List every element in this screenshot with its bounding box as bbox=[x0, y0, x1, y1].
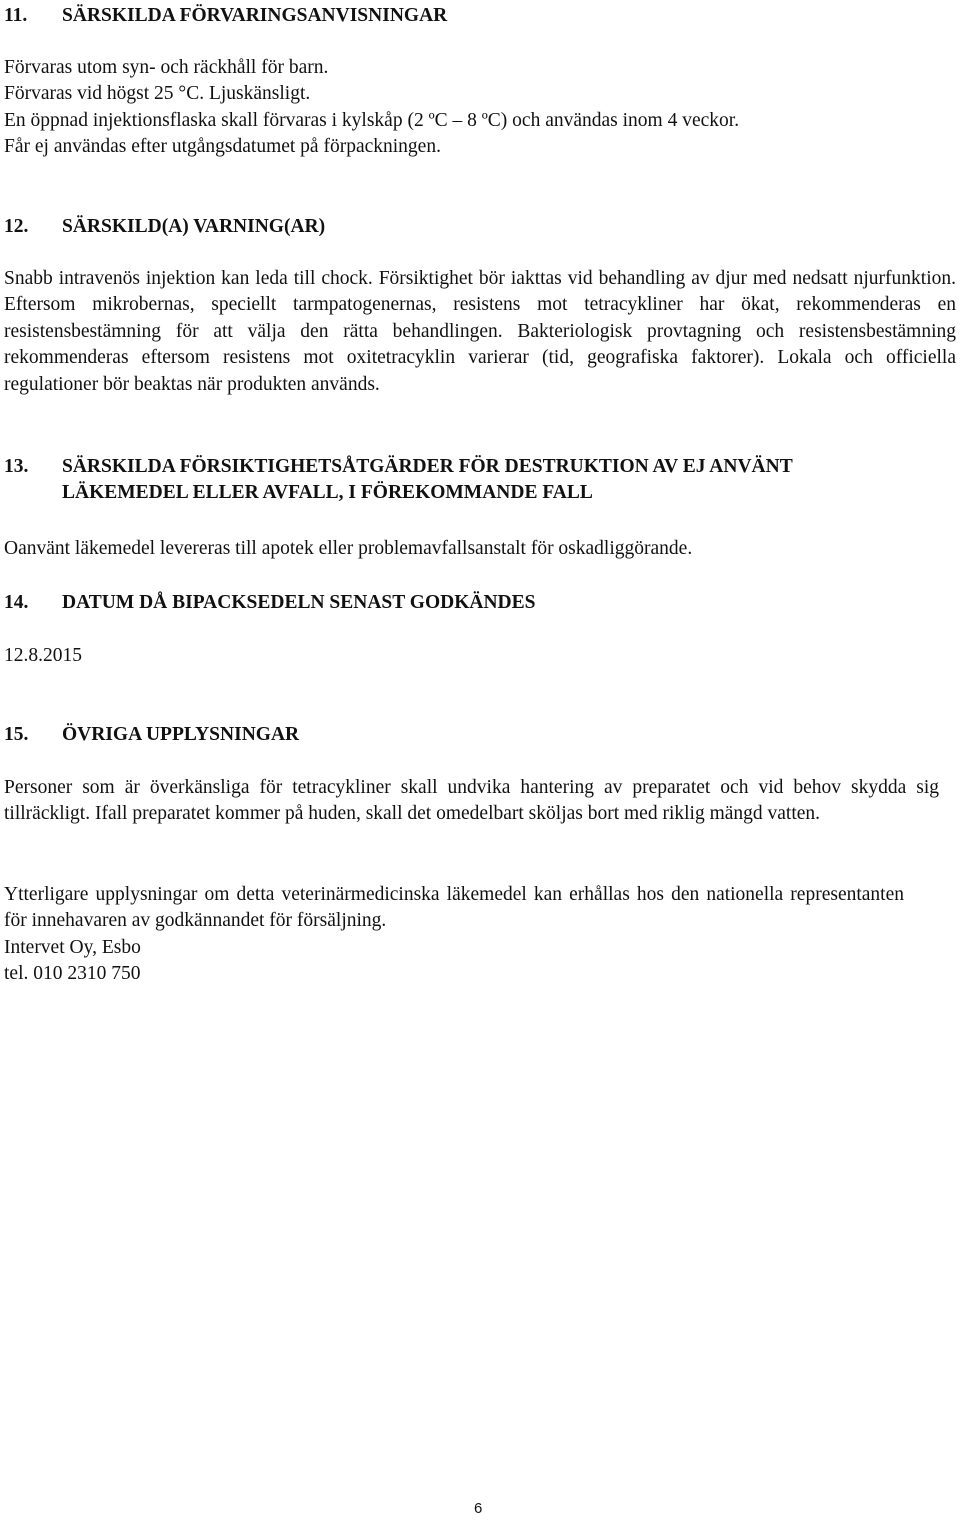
section-12-number: 12. bbox=[4, 216, 29, 237]
disposal-paragraph: Oanvänt läkemedel levereras till apotek eller problemavfallsanstalt för oskadliggörande. bbox=[4, 538, 693, 559]
section-15-paragraph-1 bbox=[4, 775, 939, 828]
section-15-title: ÖVRIGA UPPLYSNINGAR bbox=[62, 724, 300, 745]
section-12-heading bbox=[4, 214, 325, 240]
section-15-number: 15. bbox=[4, 724, 29, 745]
section-14-number: 14. bbox=[4, 592, 29, 613]
section-15-paragraph-2 bbox=[4, 882, 904, 988]
section-14-body bbox=[4, 643, 956, 669]
hypersensitivity-paragraph: Personer som är överkänsliga för tetracykliner skall undvika hantering av preparatet och vid behov skydda sig tillräckligt. Ifall preparatet kommer på huden, skall det omedelbart sköljas bort med riklig mängd vatten. bbox=[4, 777, 939, 825]
storage-line-4: Får ej användas efter utgångsdatumet på förpackningen. bbox=[4, 136, 441, 158]
section-11-title: SÄRSKILDA FÖRVARINGSANVISNINGAR bbox=[62, 5, 448, 26]
contact-paragraph: Ytterligare upplysningar om detta veterinärmedicinska läkemedel kan erhållas hos den nationella representanten för innehavaren av godkännandet för försäljning. bbox=[4, 884, 904, 932]
section-14-heading bbox=[4, 590, 536, 616]
section-14-title: DATUM DÅ BIPACKSEDELN SENAST GODKÄNDES bbox=[62, 592, 536, 613]
warning-paragraph: Snabb intravenös injektion kan leda till chock. Försiktighet bör iakttas vid behandling av djur med nedsatt njurfunktion. Eftersom mikrobernas, speciellt tarmpatogenernas, resistens mot tetracykliner har ökat, rekommenderas en resistensbestämning för att välja den rätta behandlingen. Bakteriologisk provtagning och resistensbestämning rekommenderas eftersom resistens mot oxitetracyklin varierar (tid, geografiska faktorer). Lokala och officiella regulationer bör beaktas när produkten används. bbox=[4, 268, 956, 395]
section-11-body bbox=[4, 55, 956, 161]
storage-line-3: En öppnad injektionsflaska skall förvaras i kylskåp (2 ºC – 8 ºC) och användas inom 4 veckor. bbox=[4, 109, 740, 131]
section-13-number: 13. bbox=[4, 456, 29, 477]
section-12-title: SÄRSKILD(A) VARNING(AR) bbox=[62, 216, 326, 237]
section-11-number: 11. bbox=[4, 5, 28, 26]
page-number: 6 bbox=[474, 1500, 483, 1517]
section-13-title-line-2: LÄKEMEDEL ELLER AVFALL, I FÖREKOMMANDE FALL bbox=[62, 482, 593, 504]
phone-number: tel. 010 2310 750 bbox=[4, 963, 141, 985]
storage-line-2: Förvaras vid högst 25 °C. Ljuskänsligt. bbox=[4, 83, 311, 105]
section-13-body bbox=[4, 536, 956, 562]
section-11-heading bbox=[4, 3, 447, 29]
section-13-heading bbox=[4, 454, 793, 507]
company-name: Intervet Oy, Esbo bbox=[4, 936, 141, 958]
section-15-heading bbox=[4, 722, 299, 748]
approval-date: 12.8.2015 bbox=[4, 645, 82, 666]
section-13-title-line-1: SÄRSKILDA FÖRSIKTIGHETSÅTGÄRDER FÖR DESTRUKTION AV EJ ANVÄNT bbox=[62, 456, 793, 477]
storage-line-1: Förvaras utom syn- och räckhåll för barn. bbox=[4, 57, 329, 78]
section-12-body bbox=[4, 266, 956, 398]
